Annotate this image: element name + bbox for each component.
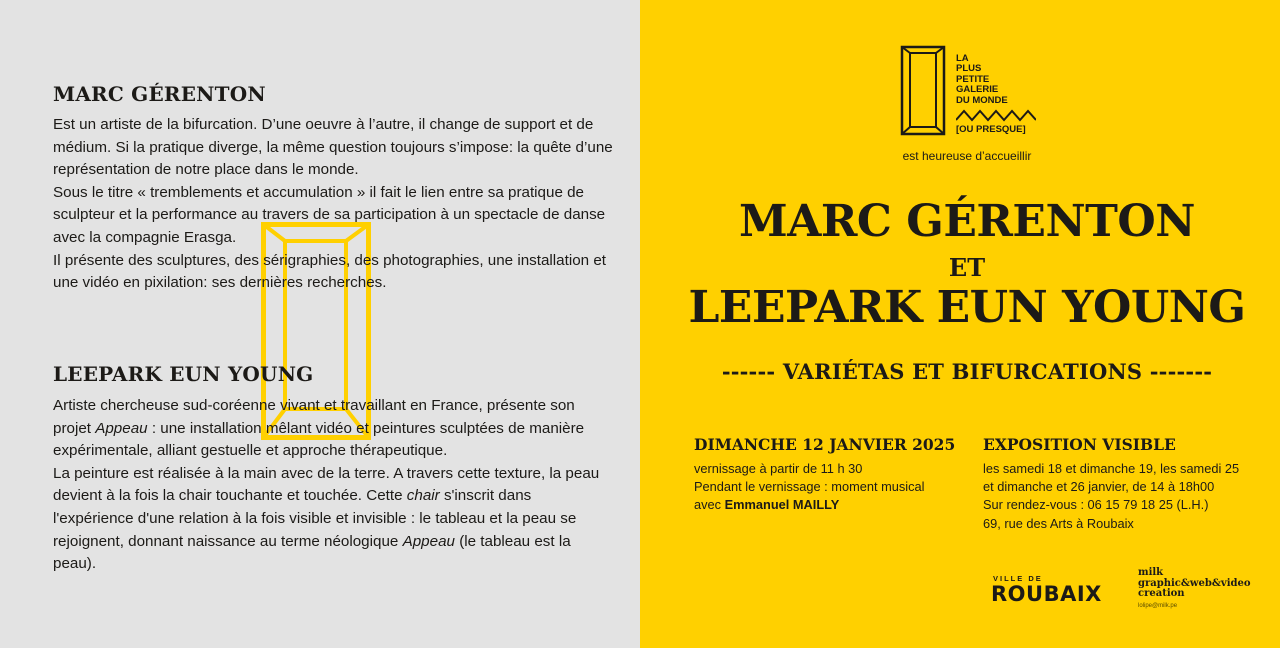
work-title: Appeau — [95, 419, 148, 437]
title-conjunction: ET — [948, 253, 986, 282]
zigzag-icon — [956, 108, 1036, 122]
artist2-name: LEEPARK EUN YOUNG — [53, 362, 314, 386]
title-artist2: LEEPARK EUN YOUNG — [688, 282, 1246, 333]
artist2-bio — [53, 395, 601, 576]
roubaix-logo: ROUBAIX — [991, 582, 1102, 606]
bio-text: (le tableau est la peau). — [53, 532, 571, 573]
title-artist1: MARC GÉRENTON — [739, 196, 1195, 247]
opening-heading: DIMANCHE 12 JANVIER 2025 — [694, 435, 956, 454]
bio-text: s'inscrit dans l'expérience d'une relation à la fois visible et invisible : le tableau et la peau se rejoignent, donnant naissance au terme néologique — [53, 487, 577, 550]
milk-logo — [1138, 568, 1251, 600]
roubaix-logo-prefix: VILLE DE — [993, 574, 1043, 583]
logo-line: GALERIE — [956, 84, 999, 96]
bio-text: La peinture est réalisée à la main avec de la terre. A travers cette texture, la peau devient à la fois la chair touchante et touchée. Cette — [53, 464, 600, 505]
opening-line: Pendant le vernissage : moment musical — [694, 479, 925, 495]
gallery-logo-text — [956, 54, 1008, 106]
artist1-bio — [53, 114, 613, 295]
visiting-line: et dimanche et 26 janvier, de 14 à 18h00 — [983, 479, 1215, 495]
welcome-text: est heureuse d’accueillir — [902, 149, 1032, 163]
opening-line — [694, 496, 924, 514]
exhibition-subtitle: ------ VARIÉTAS ET BIFURCATIONS ------- — [721, 359, 1213, 384]
milk-email: lolipe@milk.pe — [1138, 603, 1178, 609]
logo-line: PETITE — [956, 73, 990, 85]
artist2-bio-paragraph — [53, 463, 601, 576]
opening-line-text: avec — [694, 497, 722, 513]
emphasis: chair — [406, 487, 440, 505]
work-title: Appeau — [402, 532, 455, 550]
visiting-heading: EXPOSITION VISIBLE — [983, 435, 1176, 454]
milk-logo-line: graphic&web&video — [1138, 577, 1251, 589]
artist1-bio-paragraph: Sous le titre « tremblements et accumulation » il fait le lien entre sa pratique de sculpteur et la performance au travers de sa participation à un spectacle de danse avec la compagnie Erasga. — [53, 183, 606, 246]
artist1-bio-paragraph: Il présente des sculptures, des sérigraphies, des photographies, une installation et une vidéo en pixilation: ses dernières recherches. — [53, 251, 606, 292]
visiting-details — [983, 460, 1239, 533]
logo-line: PLUS — [956, 63, 982, 75]
logo-line: LA — [956, 53, 969, 64]
artist1-bio-paragraph: Est un artiste de la bifurcation. D’une oeuvre à l’autre, il change de support et de médium. Si la pratique diverge, la même question toujours s’impose: la quête d’une représentation de notre place dans le monde. — [53, 116, 613, 179]
logo-line: DU MONDE — [956, 94, 1008, 106]
gallery-logo-icon — [900, 45, 948, 137]
musician-name: Emmanuel MAILLY — [724, 497, 840, 513]
artist2-bio-paragraph — [53, 395, 601, 463]
gallery-logo-subtitle: [OU PRESQUE] — [956, 124, 1026, 135]
milk-logo-line: milk — [1138, 567, 1164, 578]
visiting-line: les samedi 18 et dimanche 19, les samedi 25 — [983, 461, 1240, 476]
visiting-line: 69, rue des Arts à Roubaix — [983, 515, 1134, 531]
milk-logo-line: creation — [1138, 588, 1185, 599]
opening-line: vernissage à partir de 11 h 30 — [694, 461, 863, 476]
opening-details — [694, 460, 924, 515]
bio-text: : une installation mêlant vidéo et peintures sculptées de manière expérimentale, alliant gestuelle et approche thérapeutique. — [53, 419, 585, 460]
visiting-line: Sur rendez-vous : 06 15 79 18 25 (L.H.) — [983, 497, 1209, 513]
bio-text: Artiste chercheuse sud-coréenne vivant et travaillant en France, présente son projet — [53, 397, 575, 437]
artist1-name: MARC GÉRENTON — [53, 82, 266, 106]
